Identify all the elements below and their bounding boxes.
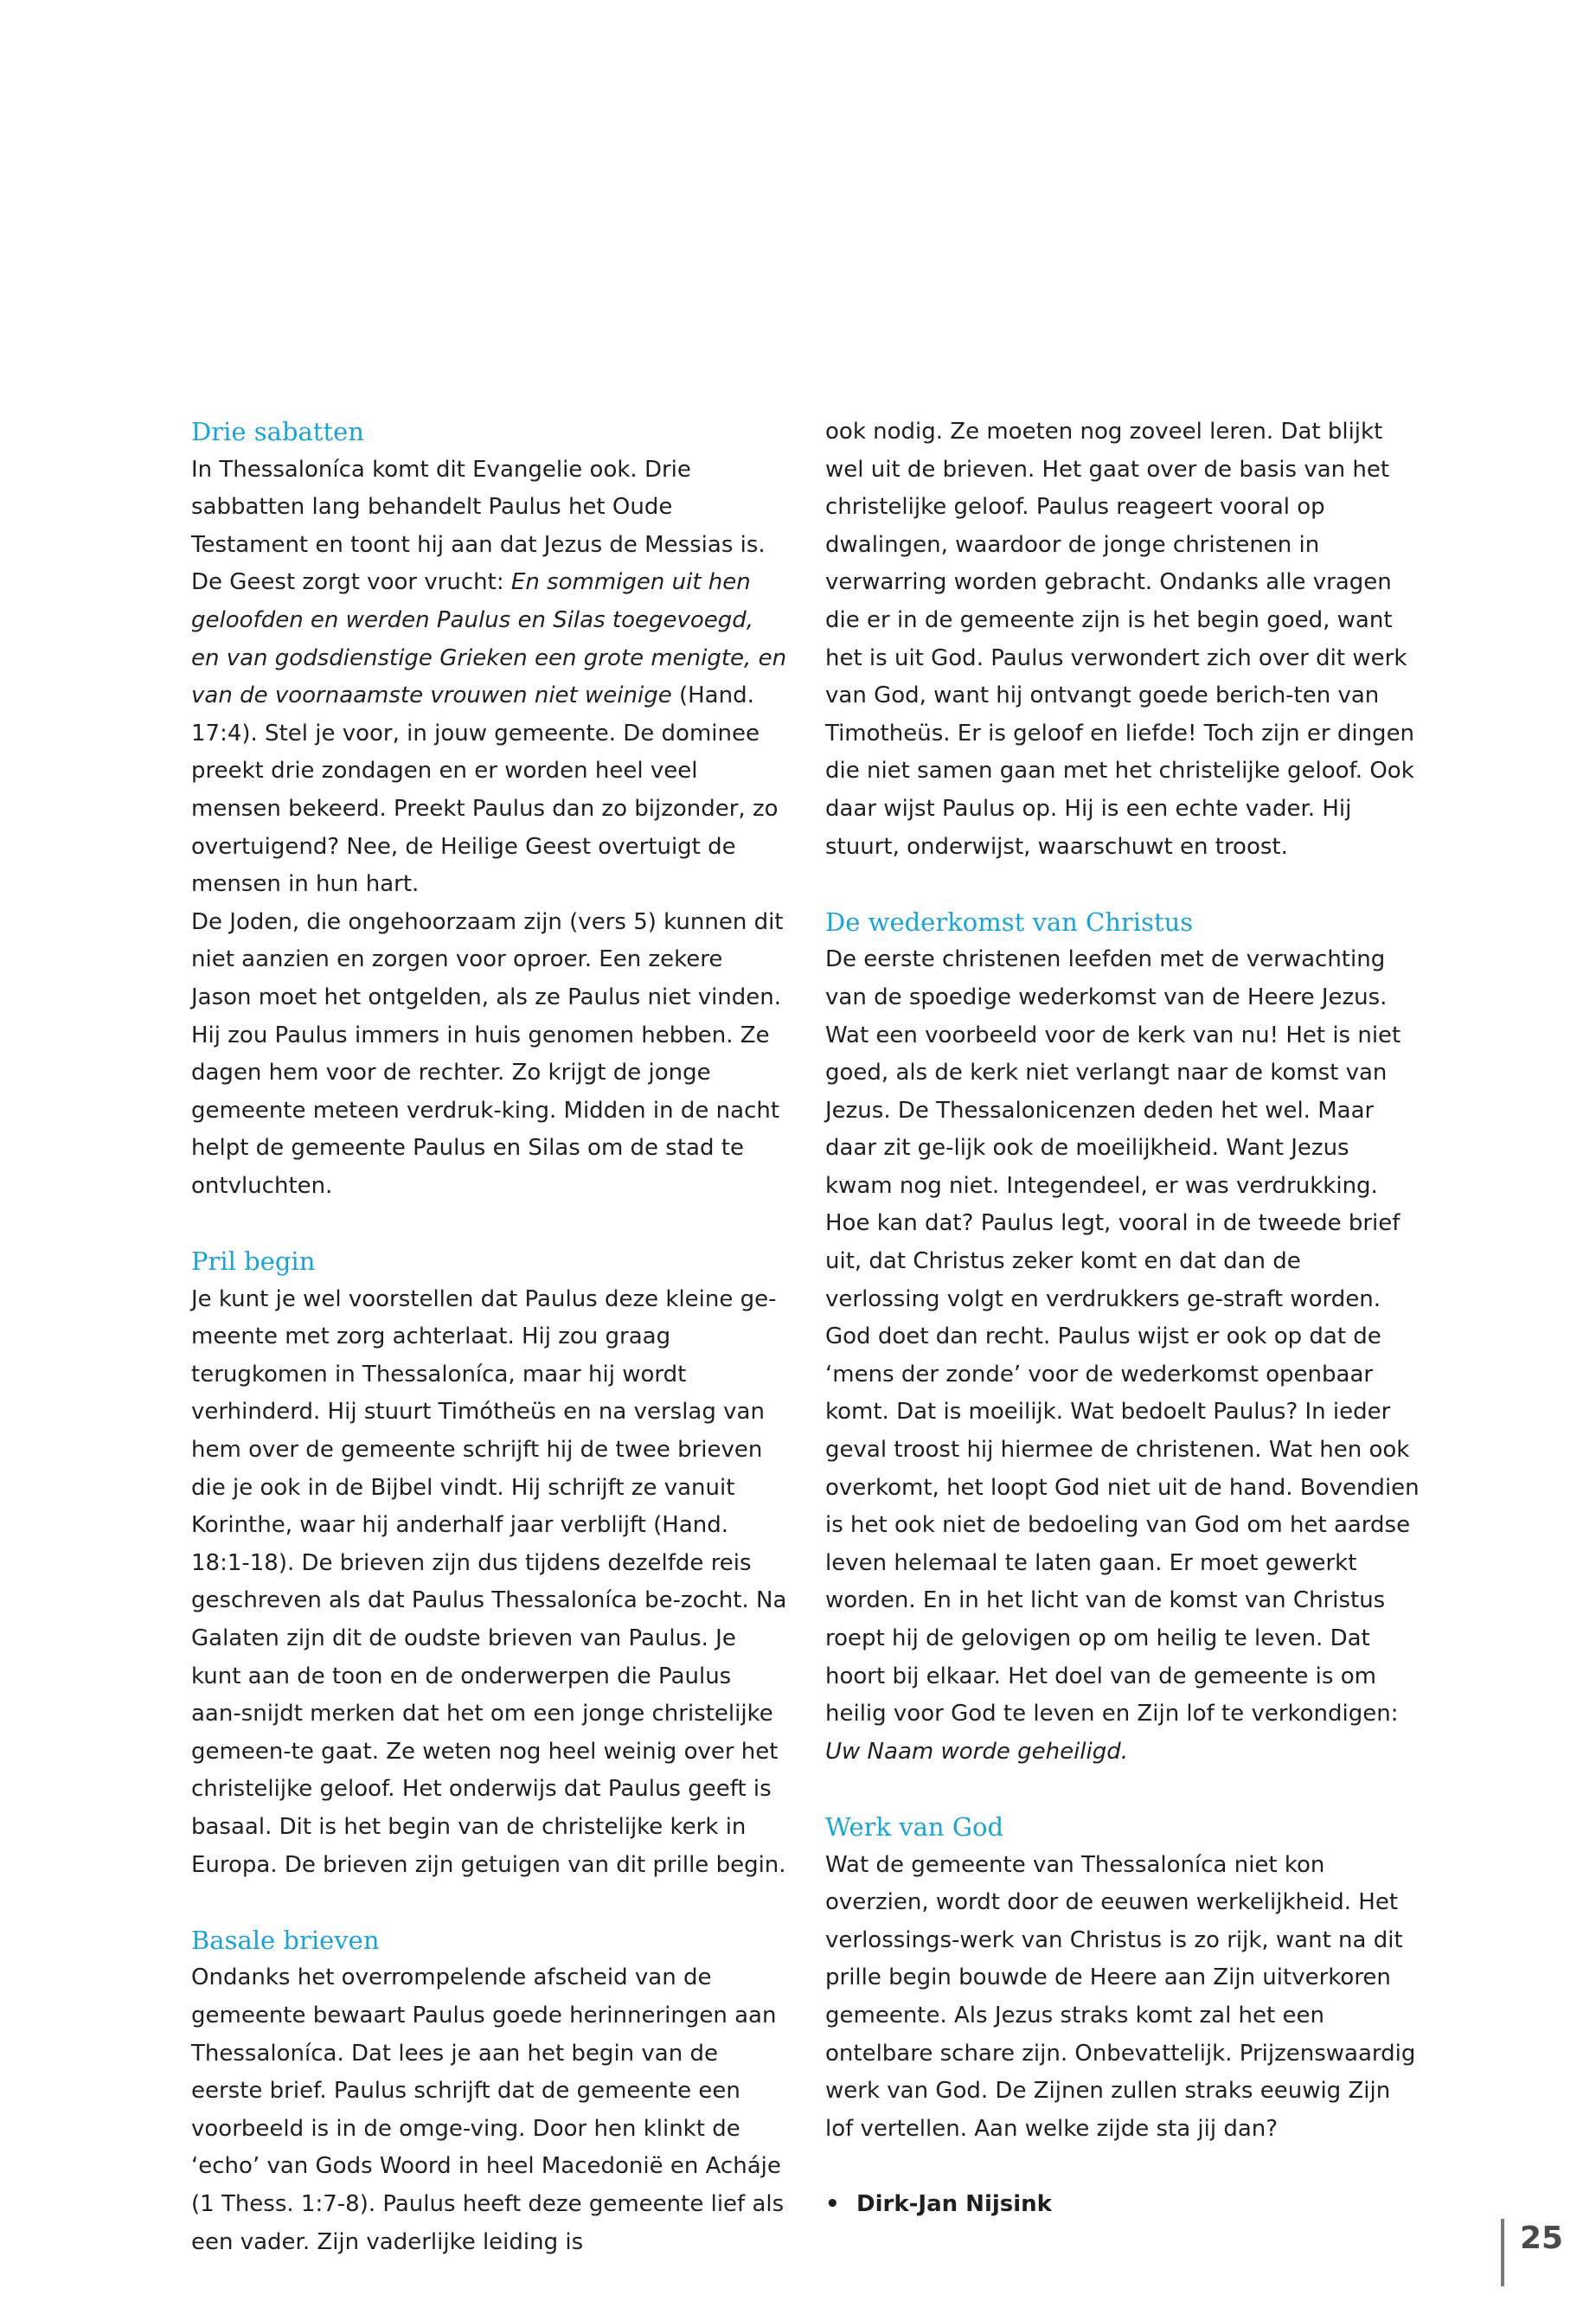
page-number: 25 [1520,2221,1564,2256]
heading-basale-brieven: Basale brieven [191,1925,380,1955]
bullet-icon: • [825,2190,840,2217]
left-column [191,413,788,2261]
paragraph-werk-van-god: Wat de gemeente van Thessaloníca niet kon overzien, wordt door de eeuwen werkelijkheid. Het verlossings-werk van Christus is zo rijk, want na dit prille begin bouwde de Heere aan Zijn uitverkoren gemeente. Als Jezus straks komt zal het een ontelbare schare zijn. Onbevattelijk. Prijzenswaardig werk van God. De Zijnen zullen straks eeuwig Zijn lof vertellen. Aan welke zijde sta jij dan? [825,1851,1416,2142]
bible-quote: Uw Naam worde geheiligd. [825,1738,1129,1765]
page-number-rule [1501,2219,1504,2286]
heading-werk-van-god: Werk van God [825,1811,1004,1842]
paragraph-drie-sabatten-2: De Joden, die ongehoorzaam zijn (vers 5) kunnen dit niet aanzien en zorgen voor oproer. Een zekere Jason moet het ontgelden, als ze Paulus niet vinden. Hij zou Paulus immers in huis genomen hebben. Ze dagen hem voor de rechter. Zo krijgt de jonge gemeente meteen verdruk-king. Midden in de nacht helpt de gemeente Paulus en Silas om de stad te ontvluchten. [191,908,784,1199]
text-run: In Thessaloníca komt dit Evangelie ook. Drie sabbatten lang behandelt Paulus het Oude Testament en toont hij aan dat Jezus de Messias is. De Geest zorgt voor vrucht: [191,456,766,596]
paragraph-pril-begin: Je kunt je wel voorstellen dat Paulus deze kleine ge-meente met zorg achterlaat. Hij zou graag terugkomen in Thessaloníca, maar hij wordt verhinderd. Hij stuurt Timótheüs en na verslag van hem over de gemeente schrijft hij de twee brieven die je ook in de Bijbel vindt. Hij schrijft ze vanuit Korinthe, waar hij anderhalf jaar verblijft (Hand. 18:1-18). De brieven zijn dus tijdens dezelfde reis geschreven als dat Paulus Thessaloníca be-zocht. Na Galaten zijn dit de oudste brieven van Paulus. Je kunt aan de toon en de onderwerpen die Paulus aan-snijdt merken dat het om een jonge christelijke gemeen-te gaat. Ze weten nog heel weinig over het christelijke geloof. Het onderwijs dat Paulus geeft is basaal. Dit is het begin van de christelijke kerk in Europa. De brieven zijn getuigen van dit prille begin. [191,1285,787,1878]
paragraph-drie-sabatten-1 [191,452,788,904]
heading-drie-sabatten: Drie sabatten [191,417,364,446]
author-line [825,2186,1422,2224]
text-run: (Hand. 17:4). Stel je voor, in jouw gemeente. De dominee preekt drie zondagen en er worden heel veel mensen bekeerd. Preekt Paulus dan zo bijzonder, zo overtuigend? Nee, de Heilige Geest overtuigt de mensen in hun hart. [191,683,779,898]
right-column [825,413,1422,2224]
paragraph-basale-brieven: Ondanks het overrompelende afscheid van de gemeente bewaart Paulus goede herinneringen aan Thessaloníca. Dat lees je aan het begin van de eerste brief. Paulus schrijft dat de gemeente een voorbeeld is in de omge-ving. Door hen klinkt de ‘echo’ van Gods Woord in heel Macedonië en Acháje (1 Thess. 1:7-8). Paulus heeft deze gemeente lief als een vader. Zijn vaderlijke leiding is [191,1965,785,2255]
heading-wederkomst: De wederkomst van Christus [825,907,1194,937]
heading-pril-begin: Pril begin [191,1247,316,1277]
text-run: De eerste christenen leefden met de verwachting van de spoedige wederkomst van de Heere Jezus. Wat een voorbeeld voor de kerk van nu! Het is niet goed, als de kerk niet verlangt naar de komst van Jezus. De Thessalonicenzen deden het wel. Maar daar zit ge-lijk ook de moeilijkheid. Want Jezus kwam nog niet. Integendeel, er was verdrukking. Hoe kan dat? Paulus legt, vooral in de tweede brief uit, dat Christus zeker komt en dat dan de verlossing volgt en verdrukkers ge-straft worden. God doet dan recht. Paulus wijst er ook op dat de ‘mens der zonde’ voor de wederkomst openbaar komt. Dat is moeilijk. Wat bedoelt Paulus? In ieder geval troost hij hiermee de christenen. Wat hen ook overkomt, het loopt God niet uit de hand. Bovendien is het ook niet de bedoeling van God om het aardse leven helemaal te laten gaan. Er moet gewerkt worden. En in het licht van de komst van Christus roept hij de gelovigen op om heilig te leven. Dat hoort bij elkaar. Het doel van de gemeente is om heilig voor God te leven en Zijn lof te verkondigen: [825,946,1420,1727]
paragraph-wederkomst [825,941,1422,1771]
bible-quote: En sommigen uit hen geloofden en werden Paulus en Silas toegevoegd, en van godsdienstige Grieken een grote menigte, en van de voornaamste vrouwen niet weinige [191,569,787,709]
author-name: Dirk-Jan Nijsink [856,2190,1052,2217]
paragraph-continuation: ook nodig. Ze moeten nog zoveel leren. Dat blijkt wel uit de brieven. Het gaat over de basis van het christelijke geloof. Paulus reageert vooral op dwalingen, waardoor de jonge christenen in verwarring worden gebracht. Ondanks alle vragen die er in de gemeente zijn is het begin goed, want het is uit God. Paulus verwondert zich over dit werk van God, want hij ontvangt goede berich-ten van Timotheüs. Er is geloof en liefde! Toch zijn er dingen die niet samen gaan met het christelijke geloof. Ook daar wijst Paulus op. Hij is een echte vader. Hij stuurt, onderwijst, waarschuwt en troost. [825,419,1415,860]
